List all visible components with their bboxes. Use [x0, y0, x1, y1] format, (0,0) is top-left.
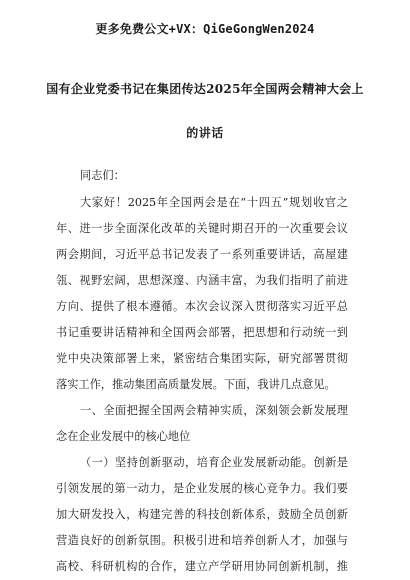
body-line: 两会期间，习近平总书记发表了一系列重要讲话，高屋建	[56, 248, 348, 261]
body-line: 大家好！2025年全国两会是在“十四五”规划收官之	[80, 196, 348, 209]
speech-title-line-2: 的讲话	[186, 126, 224, 140]
greeting: 同志们：	[80, 169, 125, 182]
body-line: 营造良好的创新氛围。积极引进和培养创新人才，加强与	[56, 534, 348, 547]
body-line: 书记重要讲话精神和全国两会部署，把思想和行动统一到	[56, 326, 348, 339]
body-line: 瓴、视野宏阔，思想深邃、内涵丰富，为我们指明了前进	[56, 274, 348, 287]
body-line: 高校、科研机构的合作，建立产学研用协同创新机制，推	[56, 560, 348, 573]
speech-title-line-1: 国有企业党委书记在集团传达2025年全国两会精神大会上	[46, 82, 364, 96]
section-heading-line: 念在企业发展中的核心地位	[56, 430, 191, 443]
body-line: 党中央决策部署上来，紧密结合集团实际，研究部署贯彻	[56, 352, 348, 365]
body-line: 落实工作，推动集团高质量发展。下面，我讲几点意见。	[56, 378, 336, 391]
body-line: 方向、提供了根本遵循。本次会议深入贯彻落实习近平总	[56, 300, 348, 313]
section-heading-line: 一、全面把握全国两会精神实质，深刻领会新发展理	[80, 404, 348, 417]
body-line: 引领发展的第一动力，是企业发展的核心竞争力。我们要	[56, 482, 348, 495]
promo-banner: 更多免费公文+VX：QiGeGongWen2024	[95, 22, 315, 36]
body-line: 年、进一步全面深化改革的关键时期召开的一次重要会议	[56, 222, 348, 235]
body-line: （一）坚持创新驱动，培育企业发展新动能。创新是	[80, 456, 348, 469]
body-line: 加大研发投入，构建完善的科技创新体系，鼓励全员创新	[56, 508, 348, 521]
